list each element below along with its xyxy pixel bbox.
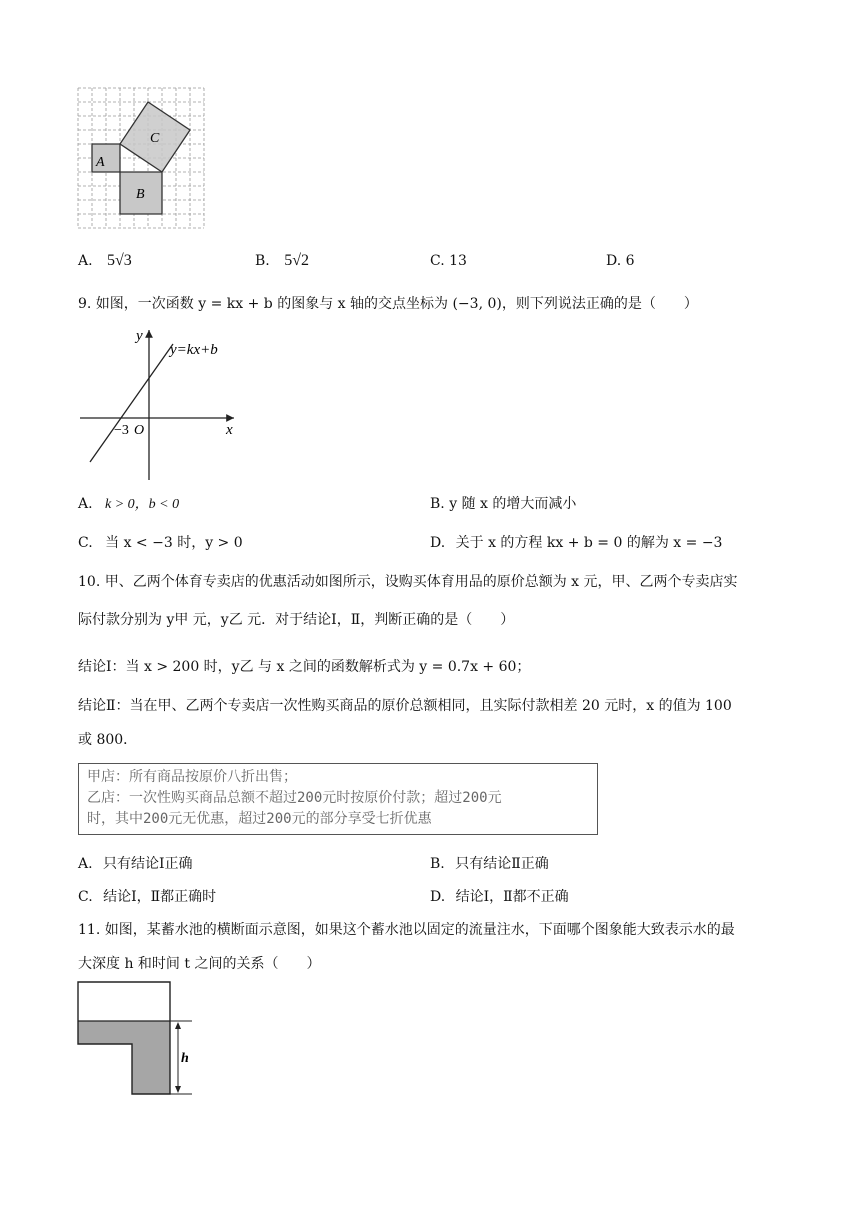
depth-label: h [181,1051,189,1066]
water-region [78,1021,170,1094]
q10-conclusion-2-line2: 或 800． [78,732,138,748]
q10-option-c[interactable]: C. 结论Ⅰ，Ⅱ都正确时 [78,889,217,905]
q8-option-d[interactable]: D. 6 [606,253,635,269]
q9-stem: 9. 如图，一次函数 y = kx + b 的图象与 x 轴的交点坐标为 (−3, 0)，则下列说法正确的是（ ） [78,296,698,312]
intercept-label: −3 [114,423,129,438]
line-label: y=kx+b [170,342,218,358]
label-c: C [150,131,160,146]
q10-conclusion-1: 结论Ⅰ：当 x > 200 时，y乙 与 x 之间的函数解析式为 y = 0.7x + 60； [78,659,531,675]
q8-figure [76,86,210,230]
q10-stem-line2: 际付款分别为 y甲 元，y乙 元．对于结论Ⅰ，Ⅱ，判断正确的是（ ） [78,612,515,628]
q9-graph [76,322,246,486]
q11-reservoir-figure [76,980,206,1098]
promo-line-jia: 甲店：所有商品按原价八折出售； [87,769,297,785]
label-a: A [96,155,105,170]
y-axis-label: y [136,328,143,344]
q9-option-d[interactable]: D. 关于 x 的方程 kx + b = 0 的解为 x = −3 [430,535,723,551]
q10-option-b[interactable]: B. 只有结论Ⅱ正确 [430,856,549,872]
function-line [90,344,173,462]
q11-stem-line1: 11. 如图，某蓄水池的横断面示意图，如果这个蓄水池以固定的流量注水，下面哪个图象能大致表示水的最 [78,922,735,938]
store-promo-box [78,763,598,835]
q11-stem-line2: 大深度 h 和时间 t 之间的关系（ ） [78,956,321,972]
q8-option-b[interactable]: B. 5√2 [255,252,309,269]
promo-line-yi-1: 乙店：一次性购买商品总额不超过200元时按原价付款；超过200元 [87,790,502,806]
q10-option-d[interactable]: D. 结论Ⅰ，Ⅱ都不正确 [430,889,569,905]
label-b: B [136,187,145,202]
q10-option-a[interactable]: A. 只有结论Ⅰ正确 [78,856,193,872]
promo-line-yi-2: 时，其中200元无优惠，超过200元的部分享受七折优惠 [87,811,432,827]
origin-label: O [134,423,145,438]
q9-option-c[interactable]: C. 当 x < −3 时，y > 0 [78,535,243,551]
q8-option-c[interactable]: C. 13 [430,253,467,269]
q9-option-b[interactable]: B. y 随 x 的增大而减小 [430,496,577,512]
q10-stem-line1: 10. 甲、乙两个体育专卖店的优惠活动如图所示，设购买体育用品的原价总额为 x 元，甲、乙两个专卖店实 [78,574,738,590]
x-axis-label: x [226,422,233,438]
q8-option-a[interactable]: A. 5√3 [78,252,132,269]
q10-conclusion-2-line1: 结论Ⅱ：当在甲、乙两个专卖店一次性购买商品的原价总额相同，且实际付款相差 20 元时，x 的值为 100 [78,698,732,714]
q9-option-a[interactable]: A. k > 0，b < 0 [78,496,180,512]
